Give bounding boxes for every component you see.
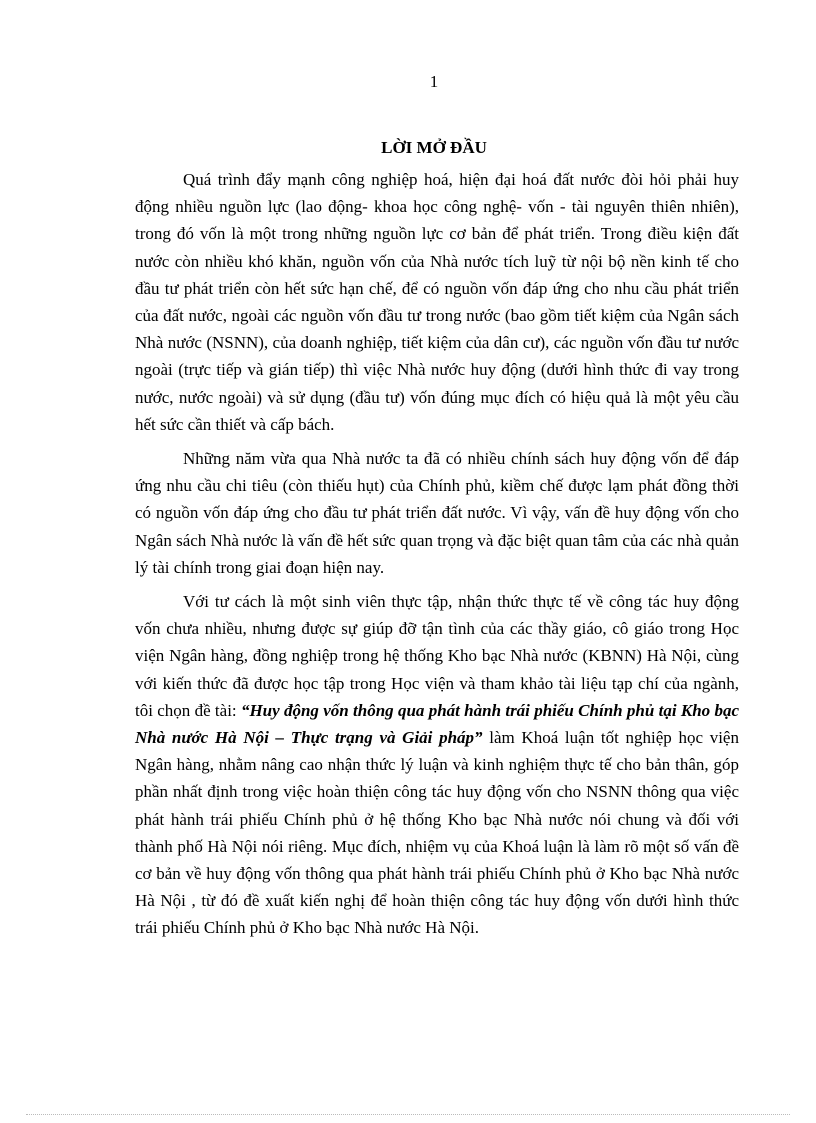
document-body (135, 166, 739, 949)
thesis-topic-title: “Huy động vốn thông qua phát hành trái phiếu Chính phủ tại Kho bạc Nhà nước Hà Nội – Thực trạng và Giải pháp” (135, 700, 739, 748)
paragraph-3 (135, 588, 739, 942)
page-title: LỜI MỞ ĐẦU (381, 138, 487, 157)
paragraph-2: Những năm vừa qua Nhà nước ta đã có nhiều chính sách huy động vốn để đáp ứng nhu cầu chi tiêu (còn thiếu hụt) của Chính phủ, kiềm chế được lạm phát đồng thời có nguồn vốn đáp ứng cho đầu tư phát triển đất nước. Vì vậy, vấn đề huy động vốn cho Ngân sách Nhà nước là vấn đề hết sức quan trọng và đặc biệt quan tâm của các nhà quản lý tài chính trong giai đoạn hiện nay. (135, 449, 739, 577)
page-bottom-rule (26, 1114, 790, 1115)
paragraph-3-intro: Với tư cách là một sinh viên thực tập, nhận thức thực tế về công tác huy động vốn chưa nhiều, nhưng được sự giúp đỡ tận tình của các thầy giáo, cô giáo trong Học viện Ngân hàng, đồng nghiệp trong hệ thống Kho bạc Nhà nước (KBNN) Hà Nội, cùng với kiến thức đã được học tập trong Học viện và tham khảo tài liệu tạp chí của ngành, tôi chọn đề tài: (135, 592, 739, 720)
paragraph-3-rest: làm Khoá luận tốt nghiệp học viện Ngân hàng, nhằm nâng cao nhận thức lý luận và kinh nghiệm thực tế cho bản thân, góp phần nhất định trong việc hoàn thiện công tác huy động vốn cho NSNN thông qua việc phát hành trái phiếu Chính phủ ở hệ thống Kho bạc Nhà nước nói chung và đối với thành phố Hà Nội nói riêng. Mục đích, nhiệm vụ của Khoá luận là làm rõ một số vấn đề cơ bản về huy động vốn thông qua phát hành trái phiếu Chính phủ ở Kho bạc Nhà nước Hà Nội , từ đó đề xuất kiến nghị để hoàn thiện công tác huy động vốn dưới hình thức trái phiếu Chính phủ ở Kho bạc Nhà nước Hà Nội. (135, 728, 739, 938)
paragraph-1: Quá trình đẩy mạnh công nghiệp hoá, hiện đại hoá đất nước đòi hỏi phải huy động nhiều nguồn lực (lao động- khoa học công nghệ- vốn - tài nguyên thiên nhiên), trong đó vốn là một trong những nguồn lực cơ bản để phát triển. Trong điều kiện đất nước còn nhiều khó khăn, nguồn vốn của Nhà nước tích luỹ từ nội bộ nền kinh tế cho đầu tư phát triển còn hết sức hạn chế, để có nguồn vốn đáp ứng cho nhu cầu phát triển của đất nước, ngoài các nguồn vốn đầu tư trong nước (bao gồm tiết kiệm của Ngân sách Nhà nước (NSNN), của doanh nghiệp, tiết kiệm của dân cư), các nguồn vốn đầu tư nước ngoài (trực tiếp và gián tiếp) thì việc Nhà nước huy động (dưới hình thức đi vay trong nước, nước ngoài) và sử dụng (đầu tư) vốn đúng mục đích có hiệu quả là một yêu cầu hết sức cần thiết và cấp bách. (135, 170, 739, 434)
page-number: 1 (429, 72, 439, 91)
